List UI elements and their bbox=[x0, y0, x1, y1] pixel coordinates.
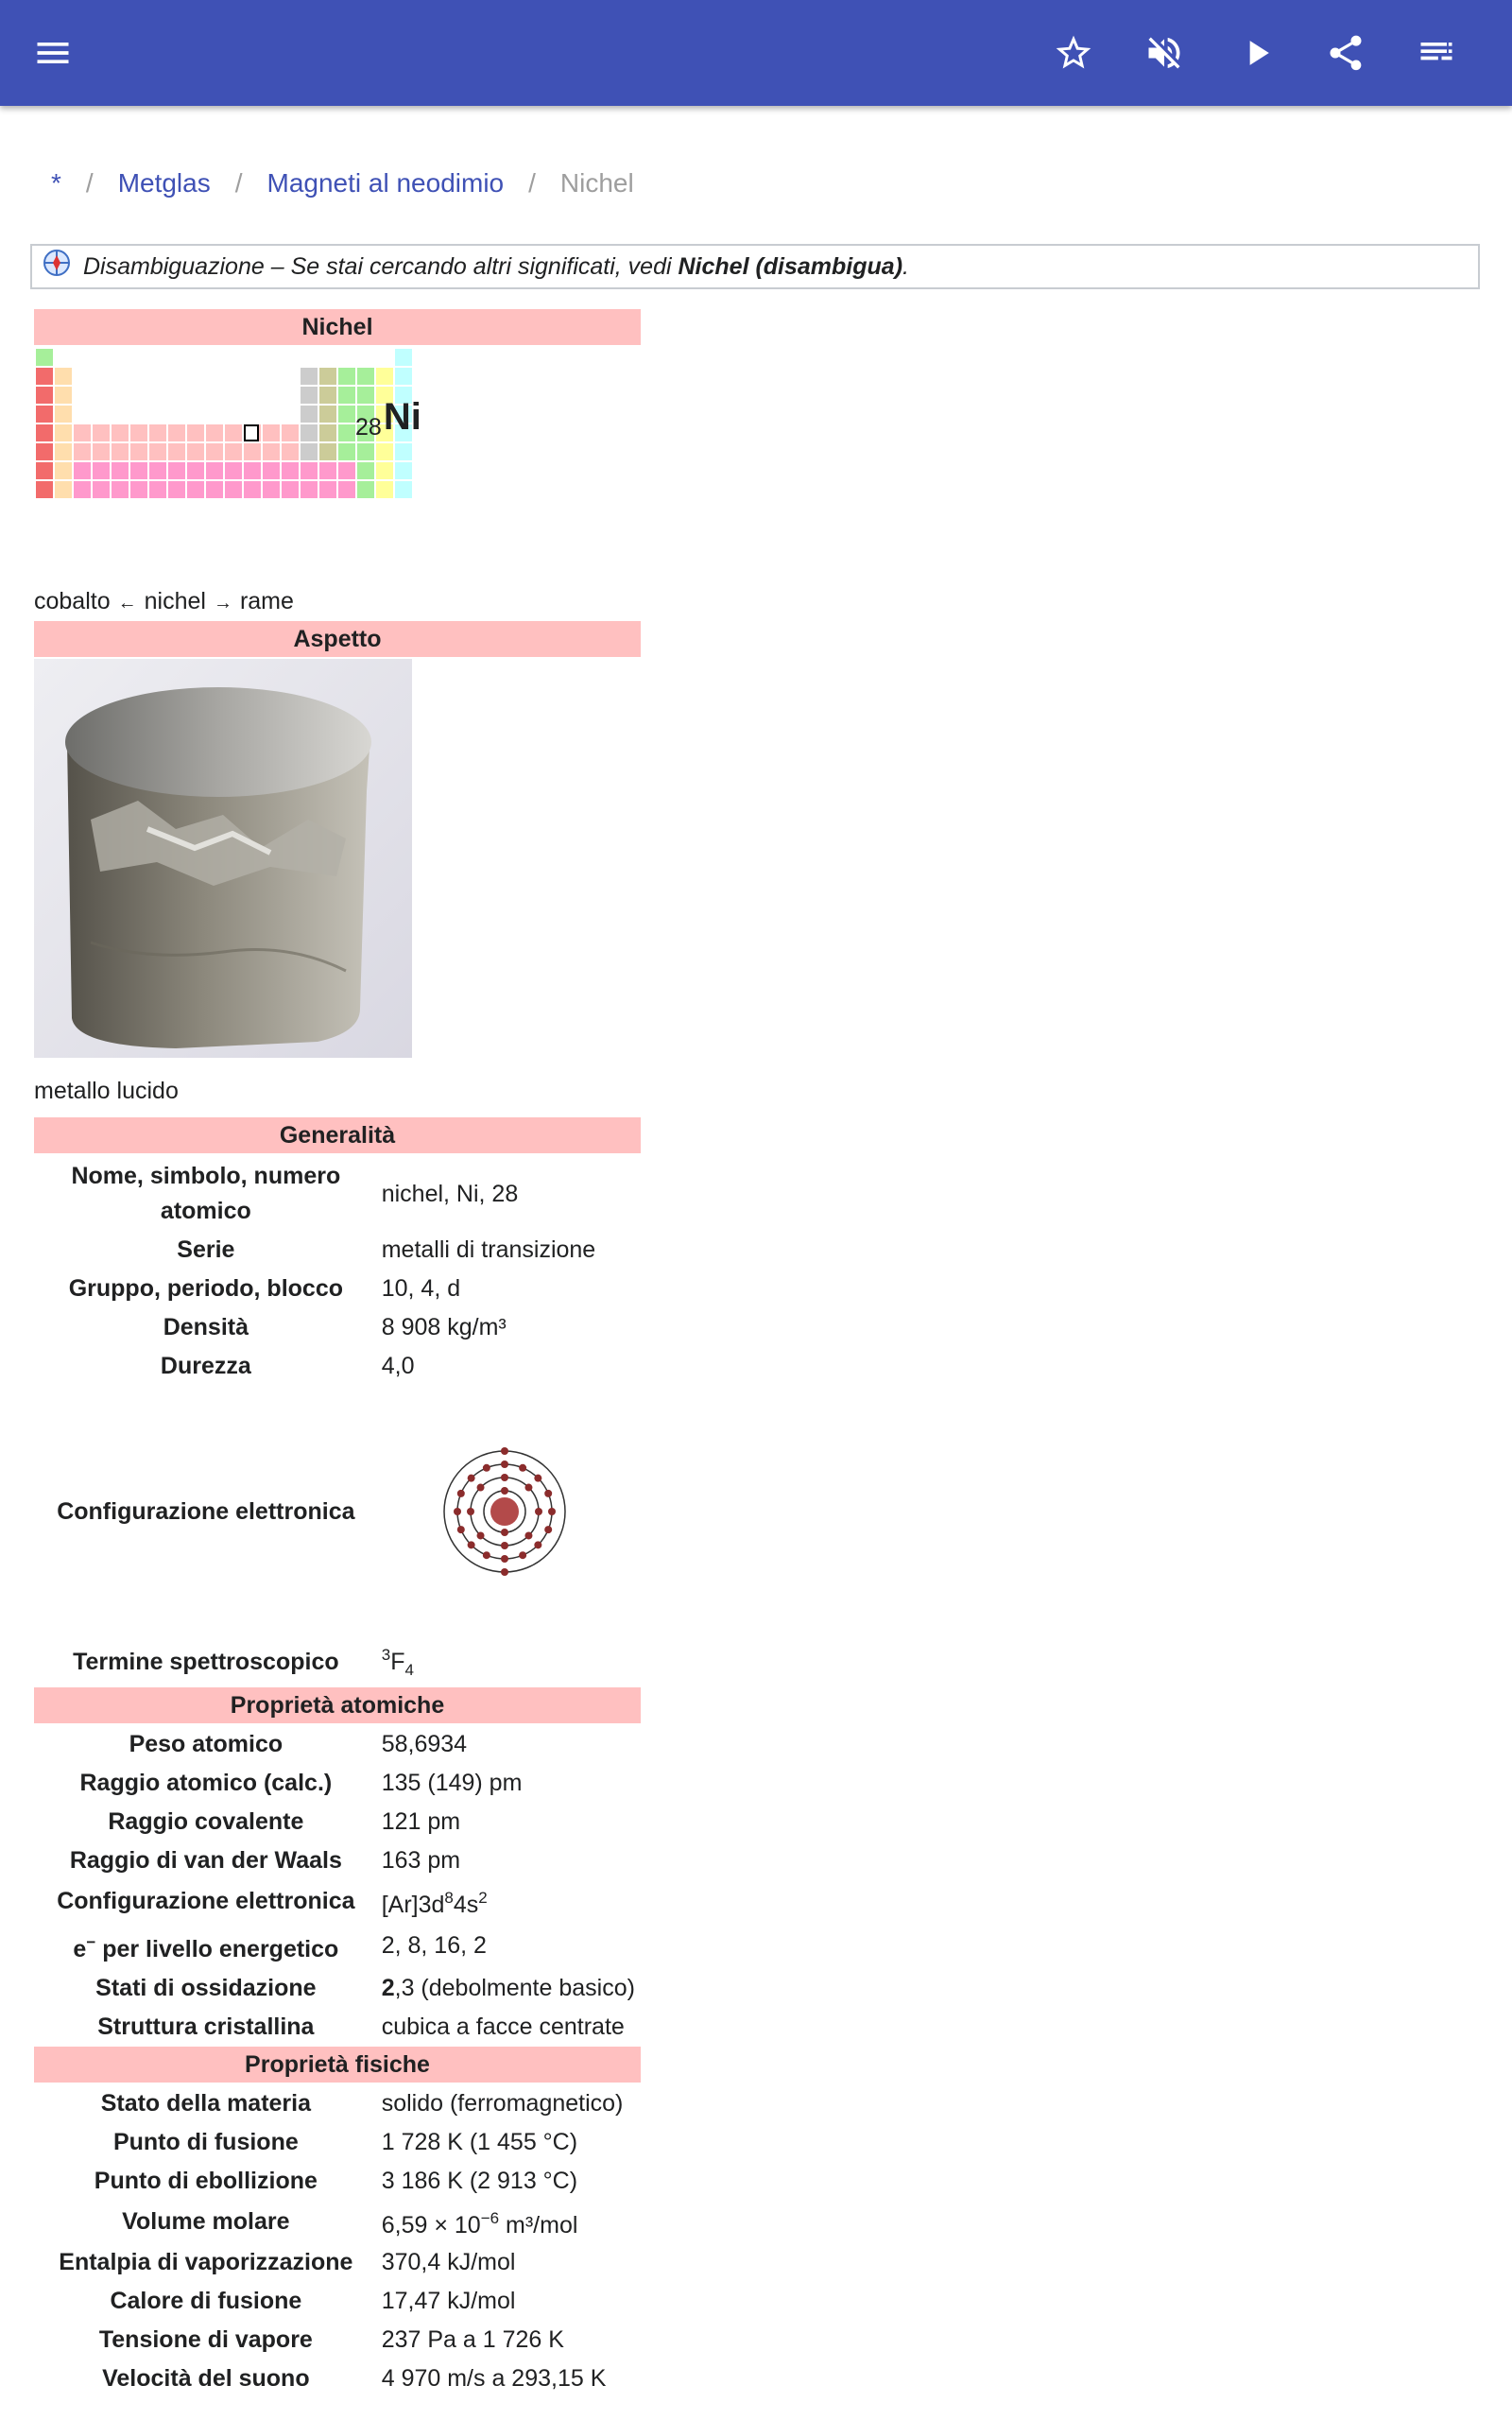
row-value: 3 186 K (2 913 °C) bbox=[381, 2168, 578, 2194]
electron bbox=[544, 1526, 552, 1533]
periodic-table-cell bbox=[338, 368, 355, 385]
star-outline-icon[interactable] bbox=[1047, 26, 1100, 79]
element-symbol-text: Ni bbox=[383, 396, 421, 438]
electron bbox=[454, 1508, 461, 1515]
periodic-table-cell bbox=[149, 443, 166, 460]
row-label: Termine spettroscopico bbox=[73, 1649, 339, 1675]
periodic-table-cell bbox=[395, 349, 412, 366]
periodic-table-cell bbox=[36, 481, 53, 498]
general-row bbox=[34, 1308, 641, 1347]
atomic-number: 28 bbox=[355, 414, 382, 441]
row-label: Tensione di vapore bbox=[98, 2326, 313, 2353]
electron bbox=[534, 1475, 541, 1482]
electron bbox=[524, 1531, 532, 1539]
periodic-table-cell bbox=[187, 424, 204, 441]
periodic-table-cell bbox=[338, 387, 355, 404]
periodic-table-cell bbox=[395, 462, 412, 479]
breadcrumb-metglas[interactable]: Metglas bbox=[117, 168, 211, 198]
electron bbox=[501, 1529, 508, 1536]
element-navigation bbox=[34, 581, 641, 621]
row-label: Volume molare bbox=[122, 2208, 290, 2235]
periodic-table-cell bbox=[376, 462, 393, 479]
row-value: 370,4 kJ/mol bbox=[381, 2249, 516, 2275]
periodic-table-cell bbox=[395, 443, 412, 460]
row-value: 58,6934 bbox=[381, 1731, 468, 1757]
periodic-table-cell bbox=[282, 443, 299, 460]
periodic-table-cell bbox=[36, 443, 53, 460]
periodic-table-cell bbox=[168, 462, 185, 479]
disambiguation-suffix: . bbox=[902, 252, 909, 280]
periodic-table-cell bbox=[130, 443, 147, 460]
periodic-table-cell bbox=[225, 481, 242, 498]
periodic-table-cell bbox=[301, 481, 318, 498]
periodic-table-cell bbox=[225, 462, 242, 479]
element-symbol bbox=[355, 396, 421, 441]
periodic-table-cell bbox=[357, 368, 374, 385]
periodic-table-cell bbox=[376, 481, 393, 498]
row-label: Durezza bbox=[160, 1353, 251, 1379]
row-value: 2, 8, 16, 2 bbox=[381, 1932, 487, 1959]
config-part: [Ar]3d bbox=[381, 1892, 445, 1918]
row-label: Raggio atomico (calc.) bbox=[79, 1770, 333, 1796]
molar-part: m³/mol bbox=[499, 2212, 578, 2238]
periodic-table-cell bbox=[319, 406, 336, 423]
config-sup: 8 bbox=[444, 1889, 454, 1907]
atomic-row bbox=[34, 1803, 641, 1841]
physical-row bbox=[34, 2243, 641, 2282]
breadcrumb-home[interactable]: * bbox=[51, 168, 61, 198]
row-value: 8 908 kg/m³ bbox=[381, 1314, 507, 1340]
row-value: 17,47 kJ/mol bbox=[381, 2288, 516, 2314]
atomic-row bbox=[34, 1725, 641, 1764]
periodic-table-cell bbox=[36, 387, 53, 404]
breadcrumb-current: Nichel bbox=[559, 168, 634, 198]
periodic-table-cell bbox=[112, 443, 129, 460]
periodic-table-cell bbox=[263, 481, 280, 498]
electron bbox=[501, 1474, 508, 1481]
periodic-table-cell bbox=[357, 481, 374, 498]
disambiguation-notice bbox=[30, 244, 1480, 289]
periodic-table-cell bbox=[395, 368, 412, 385]
physical-row bbox=[34, 2321, 641, 2360]
atomic-row bbox=[34, 1841, 641, 1880]
periodic-table-cell bbox=[301, 406, 318, 423]
bohr-model-diagram[interactable] bbox=[438, 1445, 571, 1578]
spectro-sub: 4 bbox=[404, 1661, 414, 1679]
electron bbox=[476, 1484, 484, 1492]
nickel-sample-image[interactable] bbox=[34, 659, 412, 1058]
periodic-table-cell bbox=[338, 406, 355, 423]
row-value bbox=[378, 1637, 641, 1687]
atomic-row bbox=[34, 2008, 641, 2047]
electron bbox=[467, 1508, 474, 1515]
row-value bbox=[378, 1445, 641, 1578]
label-part: per livello energetico bbox=[95, 1936, 339, 1962]
periodic-table-cell bbox=[225, 443, 242, 460]
electron bbox=[501, 1461, 508, 1468]
periodic-table-cell bbox=[319, 481, 336, 498]
periodic-table-cell bbox=[187, 481, 204, 498]
row-label: Configurazione elettronica bbox=[57, 1888, 355, 1914]
row-label: Raggio di van der Waals bbox=[69, 1847, 342, 1874]
next-element-link[interactable]: rame bbox=[239, 588, 294, 614]
electron bbox=[483, 1551, 490, 1559]
general-header: Generalità bbox=[34, 1117, 641, 1153]
row-label: Densità bbox=[163, 1314, 249, 1340]
general-row bbox=[34, 1347, 641, 1386]
periodic-table-cell bbox=[36, 349, 53, 366]
periodic-table-cell bbox=[55, 424, 72, 441]
atomic-properties-header: Proprietà atomiche bbox=[34, 1687, 641, 1723]
periodic-table-cell bbox=[130, 462, 147, 479]
periodic-table-cell bbox=[301, 462, 318, 479]
periodic-table-cell bbox=[244, 462, 261, 479]
breadcrumb-separator: / bbox=[234, 168, 243, 198]
physical-row bbox=[34, 2162, 641, 2201]
row-label bbox=[34, 1923, 378, 1969]
row-value bbox=[378, 1880, 641, 1923]
periodic-table-cell bbox=[225, 424, 242, 441]
row-value: 4 970 m/s a 293,15 K bbox=[381, 2365, 607, 2392]
atomic-row bbox=[34, 1969, 641, 2008]
periodic-table-cell bbox=[244, 443, 261, 460]
electron bbox=[501, 1487, 508, 1495]
periodic-table-cell bbox=[301, 368, 318, 385]
periodic-table-cell bbox=[206, 443, 223, 460]
row-value: 121 pm bbox=[381, 1808, 461, 1835]
row-value: 163 pm bbox=[381, 1847, 461, 1874]
periodic-table-cell bbox=[206, 481, 223, 498]
breadcrumb-neodymium-magnets[interactable]: Magneti al neodimio bbox=[266, 168, 505, 198]
periodic-table-cell bbox=[74, 424, 91, 441]
physical-row bbox=[34, 2084, 641, 2123]
periodic-table-cell bbox=[55, 462, 72, 479]
general-row bbox=[34, 1231, 641, 1270]
physical-row bbox=[34, 2123, 641, 2162]
periodic-table-cell bbox=[319, 424, 336, 441]
row-label: Serie bbox=[177, 1236, 235, 1263]
element-infobox bbox=[34, 309, 641, 2398]
periodic-table-cell bbox=[112, 424, 129, 441]
electron bbox=[501, 1555, 508, 1563]
row-label: Peso atomico bbox=[129, 1731, 284, 1757]
row-label: Calore di fusione bbox=[110, 2288, 302, 2314]
row-label: Struttura cristallina bbox=[97, 2014, 315, 2040]
periodic-table-cell bbox=[338, 462, 355, 479]
molar-part: 6,59 × 10 bbox=[381, 2212, 481, 2238]
periodic-table-cell bbox=[130, 481, 147, 498]
periodic-table-cell bbox=[168, 443, 185, 460]
breadcrumb-separator: / bbox=[85, 168, 94, 198]
periodic-table-cell bbox=[338, 424, 355, 441]
periodic-table-cell bbox=[187, 462, 204, 479]
row-value bbox=[378, 2201, 641, 2243]
periodic-table-cell bbox=[130, 424, 147, 441]
periodic-table-cell bbox=[149, 462, 166, 479]
row-label: Configurazione elettronica bbox=[57, 1497, 355, 1525]
periodic-table-cell bbox=[93, 481, 110, 498]
periodic-table-cell bbox=[301, 424, 318, 441]
infobox-title: Nichel bbox=[34, 309, 641, 345]
electron bbox=[457, 1490, 465, 1497]
electron bbox=[501, 1542, 508, 1549]
electron bbox=[548, 1508, 556, 1515]
physical-row bbox=[34, 2201, 641, 2243]
arrow-right-icon: → bbox=[213, 593, 232, 614]
row-value[interactable]: cubica a facce centrate bbox=[381, 2014, 625, 2040]
spectro-main: F bbox=[390, 1649, 405, 1675]
periodic-table-cell bbox=[168, 481, 185, 498]
electron bbox=[457, 1526, 465, 1533]
periodic-table-cell bbox=[55, 387, 72, 404]
electron bbox=[467, 1475, 474, 1482]
periodic-table-cell bbox=[55, 443, 72, 460]
electron bbox=[519, 1464, 526, 1472]
periodic-table-cell bbox=[36, 406, 53, 423]
periodic-table-cell bbox=[338, 481, 355, 498]
periodic-table-cell bbox=[74, 481, 91, 498]
periodic-table-cell bbox=[93, 424, 110, 441]
row-value: 1 728 K (1 455 °C) bbox=[381, 2129, 578, 2155]
playlist-icon[interactable] bbox=[1410, 26, 1463, 79]
electron bbox=[476, 1531, 484, 1539]
row-value: 135 (149) pm bbox=[381, 1770, 523, 1796]
periodic-table-cell bbox=[301, 443, 318, 460]
atomic-row bbox=[34, 1880, 641, 1923]
play-icon[interactable] bbox=[1230, 26, 1283, 79]
disambiguation-prefix: Disambiguazione – Se stai cercando altri significati, vedi bbox=[83, 252, 679, 280]
menu-icon[interactable] bbox=[26, 26, 79, 79]
periodic-table-cell bbox=[319, 443, 336, 460]
periodic-table-cell bbox=[319, 462, 336, 479]
row-label: Velocità del suono bbox=[102, 2365, 310, 2392]
electron bbox=[483, 1464, 490, 1472]
row-label: Stati di ossidazione bbox=[95, 1975, 317, 2001]
appearance-header: Aspetto bbox=[34, 621, 641, 657]
periodic-table-cell bbox=[376, 368, 393, 385]
periodic-table-cell bbox=[112, 481, 129, 498]
electron bbox=[535, 1508, 542, 1515]
general-row bbox=[34, 1270, 641, 1308]
physical-row bbox=[34, 2282, 641, 2321]
periodic-table-cell bbox=[168, 424, 185, 441]
label-sup: − bbox=[86, 1933, 96, 1951]
periodic-table-cell bbox=[338, 443, 355, 460]
disambiguation-link[interactable]: Nichel (disambigua) bbox=[678, 252, 903, 280]
periodic-table-cell bbox=[149, 424, 166, 441]
atomic-row bbox=[34, 1923, 641, 1969]
electron-config-row bbox=[34, 1386, 641, 1637]
config-sup: 2 bbox=[478, 1889, 488, 1907]
row-label: Entalpia di vaporizzazione bbox=[59, 2249, 353, 2275]
periodic-table-cell bbox=[55, 406, 72, 423]
row-value: 4,0 bbox=[381, 1353, 415, 1379]
periodic-table-cell bbox=[319, 387, 336, 404]
periodic-table-cell bbox=[357, 443, 374, 460]
config-part: 4s bbox=[453, 1892, 479, 1918]
periodic-table-cell bbox=[55, 368, 72, 385]
periodic-table-cell bbox=[149, 481, 166, 498]
periodic-table-cell bbox=[55, 481, 72, 498]
row-label: Punto di ebollizione bbox=[94, 2168, 318, 2194]
physical-properties-header: Proprietà fisiche bbox=[34, 2047, 641, 2083]
electron bbox=[524, 1484, 532, 1492]
breadcrumb bbox=[51, 168, 634, 199]
molar-sup: −6 bbox=[480, 2209, 500, 2227]
periodic-table-cell bbox=[206, 424, 223, 441]
periodic-table-cell bbox=[187, 443, 204, 460]
row-value[interactable]: metalli di transizione bbox=[381, 1236, 596, 1263]
periodic-table-cell bbox=[74, 462, 91, 479]
row-value: solido (ferromagnetico) bbox=[381, 2090, 624, 2117]
general-row bbox=[34, 1157, 641, 1231]
nucleus bbox=[490, 1497, 519, 1526]
periodic-table-cell bbox=[357, 462, 374, 479]
electron bbox=[544, 1490, 552, 1497]
periodic-table-cell bbox=[206, 462, 223, 479]
current-element-marker bbox=[244, 424, 259, 441]
row-value: 237 Pa a 1 726 K bbox=[381, 2326, 564, 2353]
periodic-table-cell bbox=[36, 368, 53, 385]
spectroscopic-term-row bbox=[34, 1637, 641, 1687]
spectro-sup: 3 bbox=[381, 1646, 391, 1664]
periodic-table-cell bbox=[282, 481, 299, 498]
periodic-table-cell bbox=[93, 443, 110, 460]
periodic-table-cell bbox=[244, 481, 261, 498]
periodic-table-cell bbox=[301, 387, 318, 404]
electron bbox=[519, 1551, 526, 1559]
app-bar bbox=[0, 0, 1512, 106]
periodic-table-cell bbox=[395, 481, 412, 498]
row-value: 10, 4, d bbox=[381, 1275, 461, 1302]
periodic-table-location bbox=[34, 345, 641, 581]
row-label: Nome, simbolo, numero atomico bbox=[71, 1163, 341, 1224]
electron bbox=[467, 1541, 474, 1548]
disambiguation-icon bbox=[42, 248, 72, 278]
electron bbox=[501, 1447, 508, 1455]
periodic-table-cell bbox=[282, 462, 299, 479]
periodic-table-cell bbox=[319, 368, 336, 385]
row-label: Stato della materia bbox=[100, 2090, 312, 2117]
row-label: Raggio covalente bbox=[108, 1808, 304, 1835]
periodic-table-cell bbox=[93, 462, 110, 479]
periodic-table-cell bbox=[263, 462, 280, 479]
oxidation-main: 2 bbox=[381, 1975, 395, 2001]
electron bbox=[534, 1541, 541, 1548]
physical-row bbox=[34, 2360, 641, 2398]
electron bbox=[501, 1568, 508, 1576]
label-part: e bbox=[73, 1936, 87, 1962]
periodic-table-cell bbox=[282, 424, 299, 441]
breadcrumb-separator: / bbox=[528, 168, 536, 198]
oxidation-rest: ,3 (debolmente basico) bbox=[394, 1975, 635, 2001]
volume-off-icon[interactable] bbox=[1138, 26, 1191, 79]
periodic-table-cell bbox=[376, 443, 393, 460]
periodic-table-cell bbox=[36, 424, 53, 441]
periodic-table-cell bbox=[263, 443, 280, 460]
row-value: nichel, Ni, 28 bbox=[381, 1180, 519, 1207]
periodic-table-cell bbox=[112, 462, 129, 479]
image-caption: metallo lucido bbox=[34, 1078, 179, 1104]
periodic-table-cell bbox=[36, 462, 53, 479]
arrow-left-icon: ← bbox=[117, 593, 137, 614]
share-icon[interactable] bbox=[1319, 26, 1372, 79]
prev-element-link[interactable]: cobalto bbox=[34, 588, 111, 614]
current-element: nichel bbox=[144, 588, 206, 614]
atomic-row bbox=[34, 1764, 641, 1803]
row-label: Gruppo, periodo, blocco bbox=[68, 1275, 343, 1302]
row-label: Punto di fusione bbox=[112, 2129, 299, 2155]
periodic-table-cell bbox=[263, 424, 280, 441]
periodic-table-cell bbox=[74, 443, 91, 460]
row-value bbox=[378, 1971, 641, 2006]
